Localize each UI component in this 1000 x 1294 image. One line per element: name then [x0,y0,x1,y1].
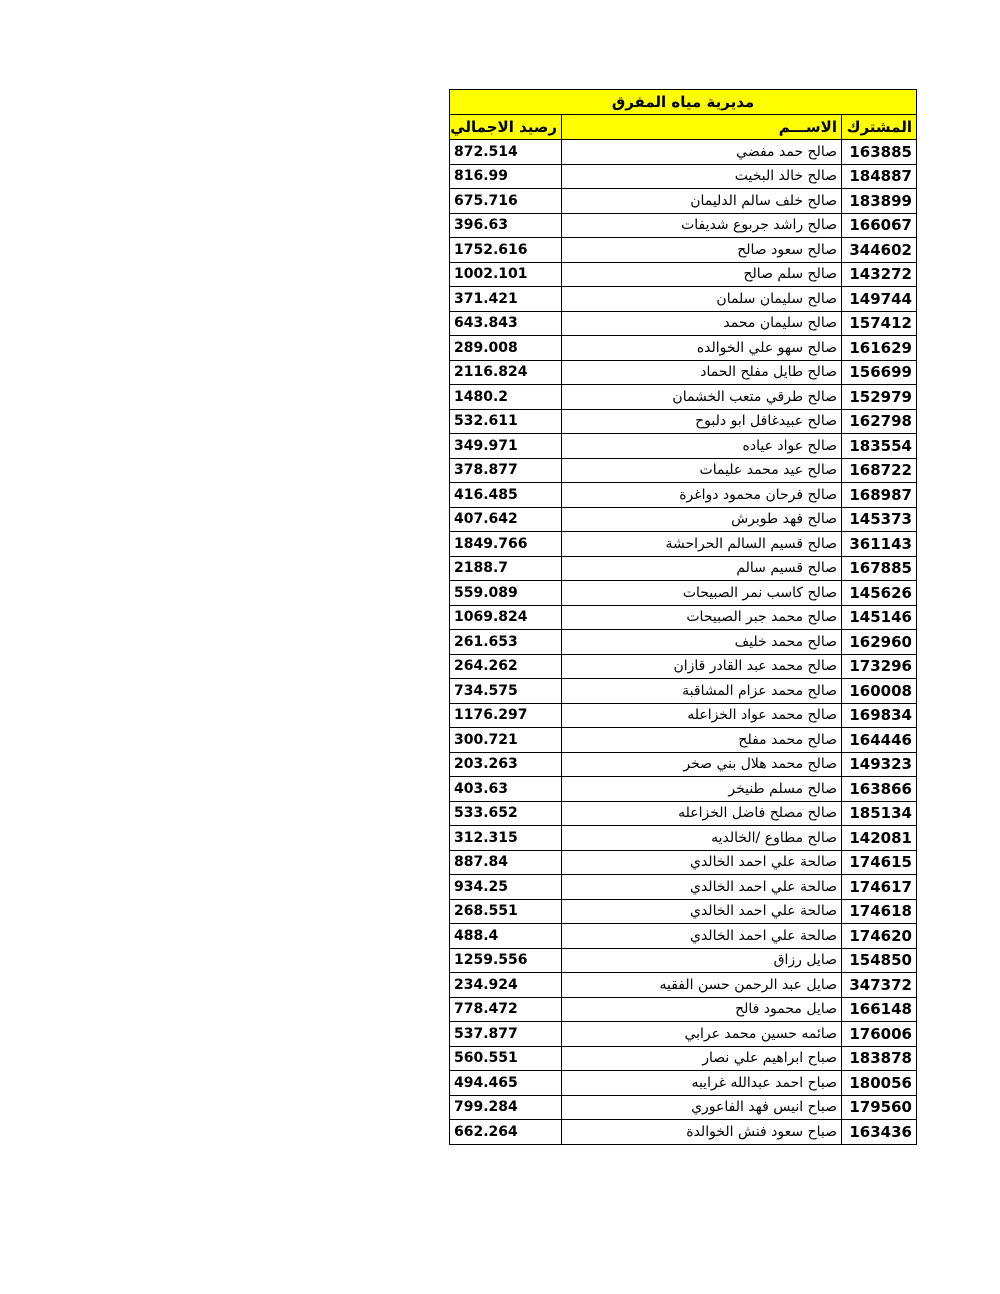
subscriber-id-cell: 166148 [842,997,917,1022]
subscriber-name-cell: صالح مسلم طنيخر [562,777,842,802]
subscriber-id-cell: 149323 [842,752,917,777]
subscriber-name-cell: صالح طايل مفلح الحماد [562,360,842,385]
table-row [450,1095,917,1120]
table-row [450,336,917,361]
subscriber-id-cell: 163885 [842,140,917,165]
balance-cell: 1176.297 [450,703,562,728]
subscriber-id-cell: 176006 [842,1022,917,1047]
balance-cell: 396.63 [450,213,562,238]
subscriber-name-cell: صالح عيد محمد عليمات [562,458,842,483]
subscriber-id-cell: 185134 [842,801,917,826]
balance-cell: 1849.766 [450,532,562,557]
table-row [450,189,917,214]
subscriber-id-cell: 162960 [842,630,917,655]
table-row [450,458,917,483]
subscriber-name-cell: صالح سعود صالح [562,238,842,263]
subscriber-id-cell: 184887 [842,164,917,189]
subscriber-id-cell: 174618 [842,899,917,924]
table-row [450,728,917,753]
balance-cell: 675.716 [450,189,562,214]
subscriber-name-cell: صباح سعود فنش الخوالدة [562,1120,842,1145]
balance-cell: 778.472 [450,997,562,1022]
balance-cell: 799.284 [450,1095,562,1120]
subscriber-name-cell: صالح طرقي متعب الخشمان [562,385,842,410]
table-row [450,360,917,385]
table-row [450,409,917,434]
table-row [450,899,917,924]
balance-cell: 1259.556 [450,948,562,973]
table-row [450,556,917,581]
subscriber-name-cell: صالح محمد عواد الخزاعله [562,703,842,728]
subscriber-name-cell: صالح محمد عزام المشاقبة [562,679,842,704]
subscriber-name-cell: صالح محمد خليف [562,630,842,655]
subscriber-name-cell: صايل عبد الرحمن حسن الفقيه [562,973,842,998]
balance-cell: 1752.616 [450,238,562,263]
subscriber-name-cell: صالح محمد عبد القادر قازان [562,654,842,679]
balance-cell: 349.971 [450,434,562,459]
subscriber-id-cell: 183878 [842,1046,917,1071]
table-row [450,483,917,508]
subscriber-name-cell: صالحة علي احمد الخالدي [562,875,842,900]
subscriber-name-cell: صباح ابراهيم علي نصار [562,1046,842,1071]
subscriber-name-cell: صالح مصلح فاضل الخزاعله [562,801,842,826]
table-row [450,1022,917,1047]
balance-cell: 416.485 [450,483,562,508]
table-row [450,262,917,287]
table-row [450,164,917,189]
subscriber-name-cell: صايل رزاق [562,948,842,973]
table-row [450,385,917,410]
subscriber-name-cell: صالح محمد هلال بني صخر [562,752,842,777]
table-row [450,434,917,459]
balance-cell: 1480.2 [450,385,562,410]
balance-cell: 264.262 [450,654,562,679]
table-row [450,1071,917,1096]
table-row [450,311,917,336]
balance-cell: 533.652 [450,801,562,826]
subscriber-name-cell: صالحة علي احمد الخالدي [562,899,842,924]
table-row [450,140,917,165]
subscriber-id-cell: 162798 [842,409,917,434]
subscriber-name-cell: صالح راشد جربوع شديفات [562,213,842,238]
balance-cell: 2116.824 [450,360,562,385]
table-row [450,213,917,238]
table-body [450,140,917,1145]
subscriber-name-cell: صالح محمد جبر الصبيحات [562,605,842,630]
balance-cell: 532.611 [450,409,562,434]
subscriber-name-cell: صايل محمود فالح [562,997,842,1022]
subscriber-name-cell: صباح انيس فهد الفاعوري [562,1095,842,1120]
subscriber-id-cell: 156699 [842,360,917,385]
subscriber-id-cell: 164446 [842,728,917,753]
subscriber-id-cell: 163866 [842,777,917,802]
subscriber-name-cell: صالحة علي احمد الخالدي [562,924,842,949]
table-row [450,973,917,998]
subscriber-name-cell: صالح سليمان محمد [562,311,842,336]
subscriber-name-cell: صالح سهو علي الخوالده [562,336,842,361]
subscriber-id-cell: 173296 [842,654,917,679]
subscriber-id-cell: 174620 [842,924,917,949]
subscriber-name-cell: صالح سلم صالح [562,262,842,287]
subscriber-name-cell: صالح كاسب نمر الصبيحات [562,581,842,606]
table-row [450,630,917,655]
balance-cell: 560.551 [450,1046,562,1071]
balance-cell: 934.25 [450,875,562,900]
balance-cell: 662.264 [450,1120,562,1145]
subscriber-name-cell: صالح قسيم السالم الحراحشة [562,532,842,557]
subscriber-id-cell: 166067 [842,213,917,238]
balance-cell: 2188.7 [450,556,562,581]
subscriber-id-cell: 161629 [842,336,917,361]
subscriber-name-cell: صالح حمد مفضي [562,140,842,165]
balance-cell: 816.99 [450,164,562,189]
subscriber-id-cell: 174617 [842,875,917,900]
subscriber-id-cell: 145373 [842,507,917,532]
balance-cell: 268.551 [450,899,562,924]
subscriber-name-cell: صالح فهد طوبرش [562,507,842,532]
balance-cell: 234.924 [450,973,562,998]
table-row [450,703,917,728]
subscriber-id-cell: 168987 [842,483,917,508]
table-row [450,924,917,949]
subscriber-name-cell: صالح مطاوع /الخالديه [562,826,842,851]
balance-cell: 261.653 [450,630,562,655]
subscriber-table [449,89,917,1145]
header-subscriber: المشترك [842,115,917,140]
subscriber-id-cell: 169834 [842,703,917,728]
table-row [450,287,917,312]
subscriber-id-cell: 149744 [842,287,917,312]
table-row [450,679,917,704]
balance-cell: 872.514 [450,140,562,165]
balance-cell: 289.008 [450,336,562,361]
subscriber-id-cell: 183899 [842,189,917,214]
table-row [450,532,917,557]
sheet-title: مديرية مياه المفرق [450,90,917,115]
subscriber-id-cell: 361143 [842,532,917,557]
balance-cell: 488.4 [450,924,562,949]
subscriber-id-cell: 183554 [842,434,917,459]
balance-cell: 403.63 [450,777,562,802]
balance-cell: 1069.824 [450,605,562,630]
subscriber-id-cell: 168722 [842,458,917,483]
subscriber-id-cell: 160008 [842,679,917,704]
table-row [450,507,917,532]
balance-cell: 300.721 [450,728,562,753]
subscriber-name-cell: صالح خلف سالم الدليمان [562,189,842,214]
table-row [450,581,917,606]
table-row [450,1120,917,1145]
table-row [450,654,917,679]
table-row [450,826,917,851]
balance-cell: 312.315 [450,826,562,851]
table-row [450,1046,917,1071]
subscriber-id-cell: 145146 [842,605,917,630]
table-row [450,850,917,875]
subscriber-name-cell: صالح عواد عياده [562,434,842,459]
subscriber-name-cell: صالح خالد البخيت [562,164,842,189]
subscriber-name-cell: صالح محمد مفلح [562,728,842,753]
subscriber-id-cell: 180056 [842,1071,917,1096]
balance-cell: 378.877 [450,458,562,483]
subscriber-id-cell: 142081 [842,826,917,851]
subscriber-id-cell: 344602 [842,238,917,263]
balance-cell: 371.421 [450,287,562,312]
subscriber-name-cell: صالح عبيدغافل ابو دلبوح [562,409,842,434]
table-row [450,801,917,826]
subscriber-id-cell: 163436 [842,1120,917,1145]
balance-cell: 407.642 [450,507,562,532]
header-row [450,115,917,140]
table-row [450,752,917,777]
balance-cell: 494.465 [450,1071,562,1096]
subscriber-id-cell: 143272 [842,262,917,287]
balance-cell: 559.089 [450,581,562,606]
subscriber-name-cell: صالح قسيم سالم [562,556,842,581]
subscriber-id-cell: 179560 [842,1095,917,1120]
subscriber-id-cell: 154850 [842,948,917,973]
balance-cell: 1002.101 [450,262,562,287]
header-balance: رصيد الاجمالي [450,115,562,140]
title-row [450,90,917,115]
table-row [450,948,917,973]
balance-cell: 887.84 [450,850,562,875]
table-row [450,875,917,900]
balance-cell: 643.843 [450,311,562,336]
subscriber-name-cell: صالحة علي احمد الخالدي [562,850,842,875]
subscriber-id-cell: 145626 [842,581,917,606]
table-row [450,777,917,802]
subscriber-id-cell: 167885 [842,556,917,581]
subscriber-name-cell: صباح احمد عبدالله غرايبه [562,1071,842,1096]
balance-cell: 734.575 [450,679,562,704]
subscriber-id-cell: 152979 [842,385,917,410]
table-row [450,238,917,263]
balance-cell: 537.877 [450,1022,562,1047]
balance-cell: 203.263 [450,752,562,777]
subscriber-id-cell: 174615 [842,850,917,875]
table-row [450,997,917,1022]
table-row [450,605,917,630]
subscriber-name-cell: صالح سليمان سلمان [562,287,842,312]
subscriber-id-cell: 157412 [842,311,917,336]
header-name: الاســـم [562,115,842,140]
subscriber-table-sheet [449,89,916,1145]
subscriber-name-cell: صائمه حسين محمد عرابي [562,1022,842,1047]
subscriber-name-cell: صالح فرحان محمود دواغرة [562,483,842,508]
subscriber-id-cell: 347372 [842,973,917,998]
